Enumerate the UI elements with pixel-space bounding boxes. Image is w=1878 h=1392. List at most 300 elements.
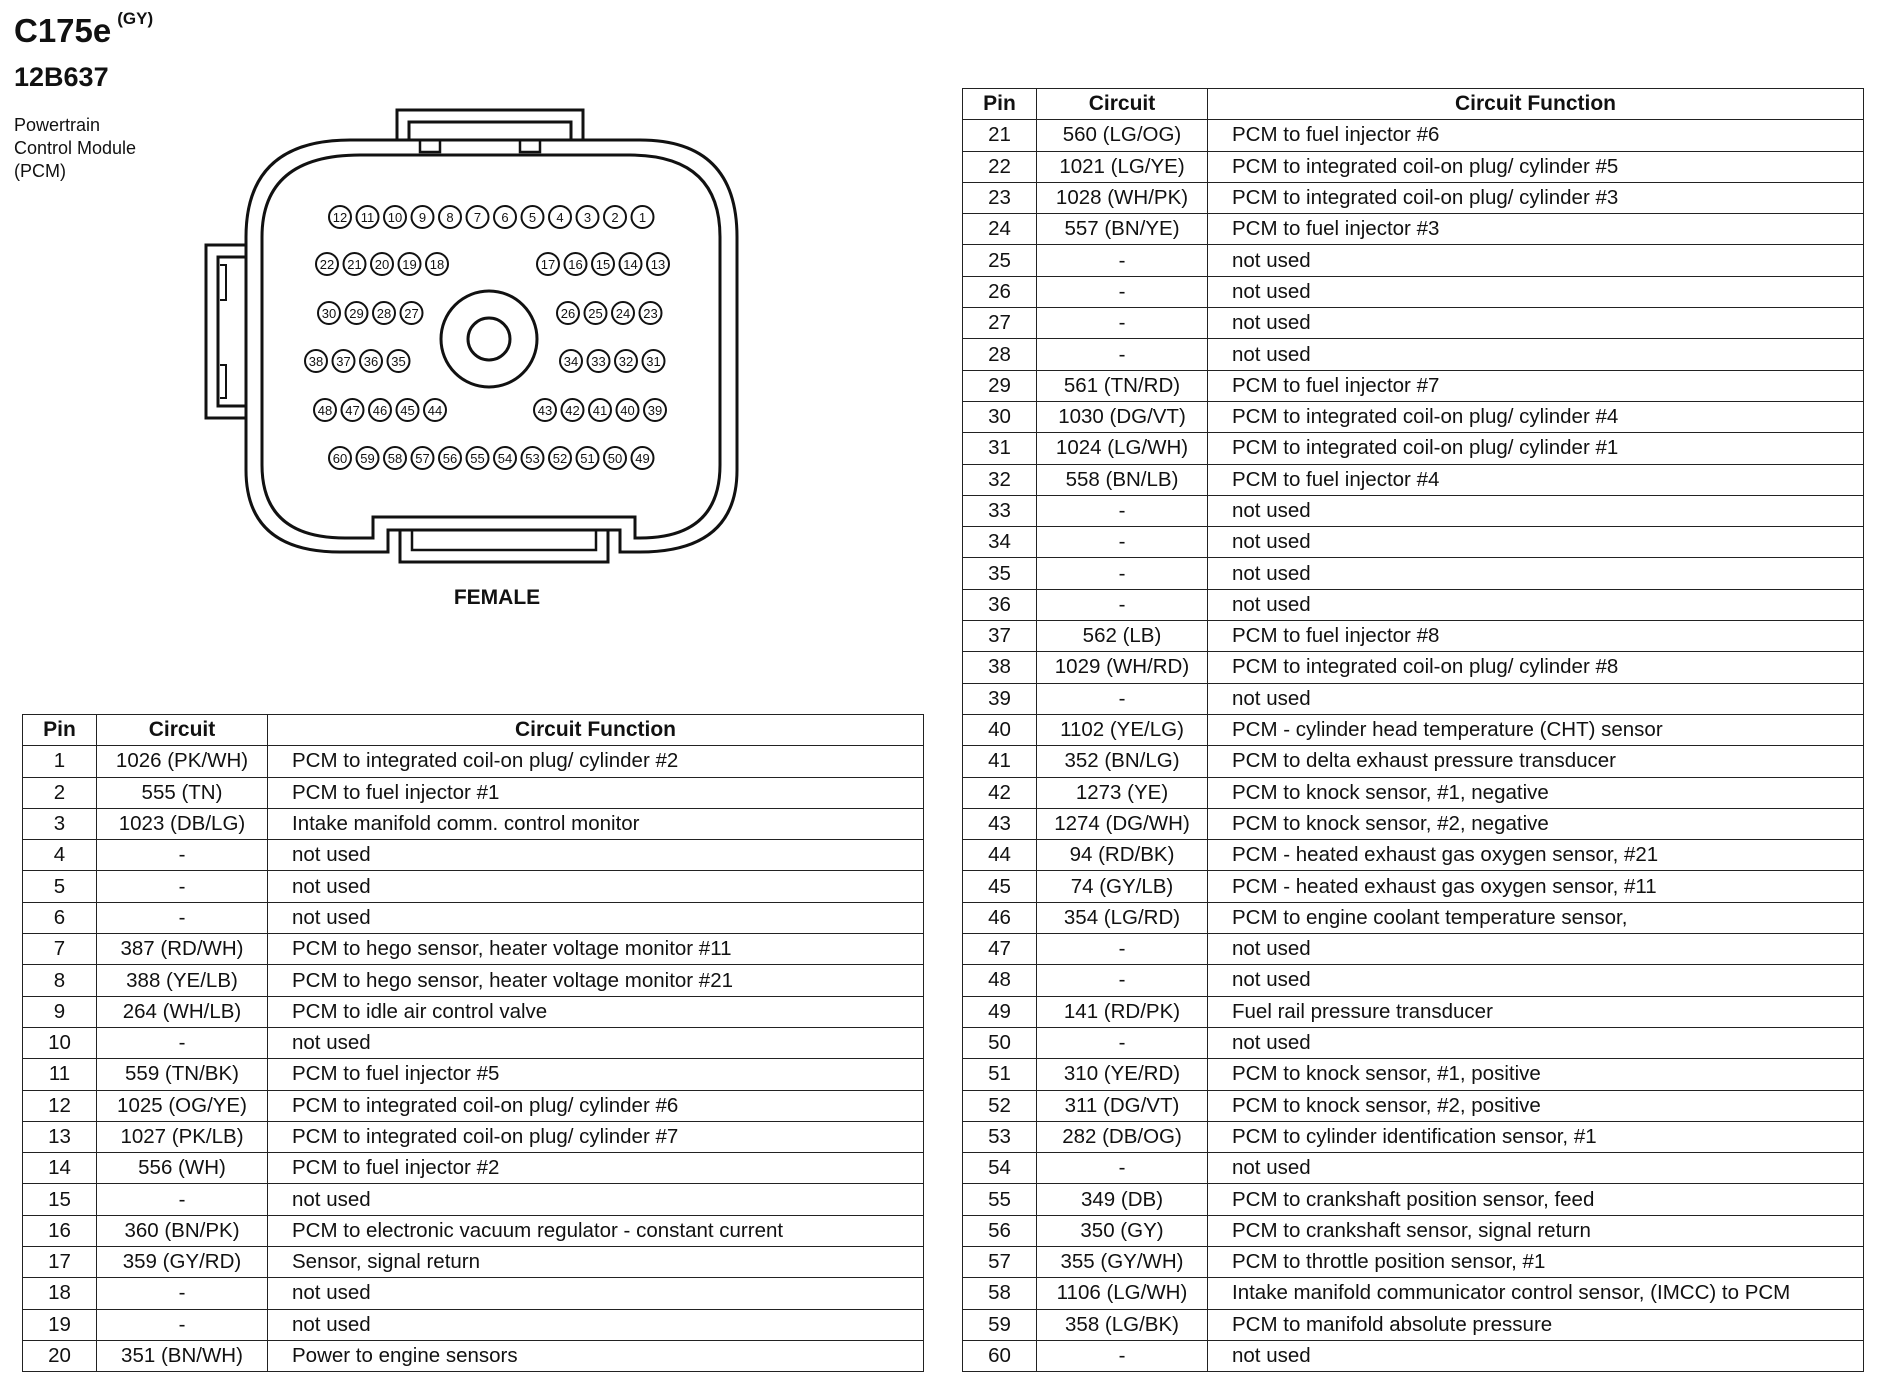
pin-cell: 5 (23, 871, 97, 902)
pin-cell: 48 (963, 965, 1037, 996)
pin-number-label: 26 (560, 306, 576, 321)
connector-top-latch (397, 110, 583, 140)
function-cell: Power to engine sensors (268, 1340, 924, 1371)
pin-cell: 9 (23, 996, 97, 1027)
circuit-cell: 311 (DG/VT) (1037, 1090, 1208, 1121)
circuit-cell: 351 (BN/WH) (97, 1340, 268, 1371)
pin-cell: 17 (23, 1247, 97, 1278)
pin-cell: 3 (23, 808, 97, 839)
table-row (963, 308, 1864, 339)
pin-cell: 4 (23, 840, 97, 871)
function-cell: PCM to engine coolant temperature sensor, (1208, 902, 1864, 933)
gender-label: FEMALE (453, 586, 541, 609)
pin-cell: 58 (963, 1278, 1037, 1309)
circuit-cell: 1028 (WH/PK) (1037, 182, 1208, 213)
pin-cell: 52 (963, 1090, 1037, 1121)
pin-cell: 12 (23, 1090, 97, 1121)
function-cell: PCM to integrated coil-on plug/ cylinder #5 (1208, 151, 1864, 182)
circuit-cell: 387 (RD/WH) (97, 934, 268, 965)
circuit-cell: - (97, 840, 268, 871)
pin-number-label: 45 (400, 403, 415, 418)
pin-cell: 1 (23, 746, 97, 777)
description-line: Powertrain (14, 115, 101, 135)
pin-number-label: 32 (618, 354, 634, 369)
pin-cell: 59 (963, 1309, 1037, 1340)
circuit-cell: - (97, 1184, 268, 1215)
circuit-cell: - (1037, 245, 1208, 276)
pin-number-label: 50 (607, 451, 623, 466)
center-key-hole (468, 318, 510, 360)
table-row (963, 1153, 1864, 1184)
table-row (23, 902, 924, 933)
pin-cell: 10 (23, 1027, 97, 1058)
pin-number-label: 2 (611, 210, 619, 225)
pin-cell: 57 (963, 1246, 1037, 1277)
function-cell: not used (268, 1309, 924, 1340)
table-row (23, 965, 924, 996)
table-row (963, 996, 1864, 1027)
circuit-column-header: Circuit (97, 715, 268, 746)
pin-cell: 32 (963, 464, 1037, 495)
table-row (963, 558, 1864, 589)
circuit-cell: 264 (WH/LB) (97, 996, 268, 1027)
pin-cell: 38 (963, 652, 1037, 683)
description-line: Control Module (14, 138, 137, 158)
pin-cell: 7 (23, 934, 97, 965)
pin-number-label: 36 (363, 354, 379, 369)
table-row (23, 840, 924, 871)
description-line: (PCM) (14, 161, 66, 181)
circuit-cell: - (97, 902, 268, 933)
pin-number-label: 52 (552, 451, 568, 466)
pin-number-label: 58 (387, 451, 403, 466)
pin-number-label: 6 (501, 210, 509, 225)
pin-number-label: 5 (528, 210, 537, 225)
table-row (963, 840, 1864, 871)
circuit-cell: 355 (GY/WH) (1037, 1246, 1208, 1277)
pin-number-label: 22 (319, 257, 335, 272)
pin-cell: 23 (963, 182, 1037, 213)
function-cell: PCM to knock sensor, #1, positive (1208, 1059, 1864, 1090)
circuit-cell: - (1037, 589, 1208, 620)
function-cell: not used (268, 1184, 924, 1215)
function-cell: PCM to knock sensor, #1, negative (1208, 777, 1864, 808)
function-cell: Intake manifold comm. control monitor (268, 808, 924, 839)
pin-cell: 34 (963, 527, 1037, 558)
function-cell: PCM to fuel injector #3 (1208, 214, 1864, 245)
pin-cell: 45 (963, 871, 1037, 902)
pin-number-label: 9 (418, 210, 427, 225)
circuit-cell: 557 (BN/YE) (1037, 214, 1208, 245)
circuit-cell: - (1037, 558, 1208, 589)
pin-number-label: 37 (336, 354, 351, 369)
table-row (963, 934, 1864, 965)
function-cell: PCM - heated exhaust gas oxygen sensor, #21 (1208, 840, 1864, 871)
function-cell: PCM to integrated coil-on plug/ cylinder #3 (1208, 182, 1864, 213)
circuit-cell: 360 (BN/PK) (97, 1215, 268, 1246)
pin-number-label: 13 (650, 257, 666, 272)
circuit-cell: 560 (LG/OG) (1037, 120, 1208, 151)
table-row (963, 965, 1864, 996)
function-cell: PCM to fuel injector #1 (268, 777, 924, 808)
table-row (963, 808, 1864, 839)
table-row (23, 1184, 924, 1215)
pin-number-label: 34 (563, 354, 579, 369)
function-cell: not used (268, 871, 924, 902)
table-row (963, 182, 1864, 213)
pin-number-label: 44 (427, 403, 443, 418)
pin-number-label: 31 (646, 354, 661, 369)
pin-number-label: 14 (623, 257, 638, 272)
pin-number-label: 17 (540, 257, 556, 272)
table-row (963, 871, 1864, 902)
circuit-cell: 1023 (DB/LG) (97, 808, 268, 839)
pin-number-label: 12 (332, 210, 348, 225)
circuit-cell: - (1037, 495, 1208, 526)
pin-number-label: 39 (647, 403, 663, 418)
pin-number-label: 33 (591, 354, 606, 369)
pin-column-header: Pin (23, 715, 97, 746)
function-cell: PCM to manifold absolute pressure (1208, 1309, 1864, 1340)
function-cell: Sensor, signal return (268, 1247, 924, 1278)
pin-cell: 20 (23, 1340, 97, 1371)
pin-cell: 42 (963, 777, 1037, 808)
pin-number-label: 54 (497, 451, 513, 466)
pin-number-label: 48 (317, 403, 333, 418)
circuit-cell: - (97, 1027, 268, 1058)
table-row (23, 1215, 924, 1246)
table-row (963, 151, 1864, 182)
pin-cell: 54 (963, 1153, 1037, 1184)
circuit-cell: - (1037, 1153, 1208, 1184)
table-row (963, 370, 1864, 401)
function-cell: not used (268, 902, 924, 933)
function-cell: not used (1208, 527, 1864, 558)
circuit-cell: 354 (LG/RD) (1037, 902, 1208, 933)
pin-number-label: 11 (360, 210, 375, 225)
function-cell: PCM - cylinder head temperature (CHT) sensor (1208, 714, 1864, 745)
function-cell: not used (1208, 683, 1864, 714)
pin-number-label: 49 (635, 451, 650, 466)
table-row (963, 1309, 1864, 1340)
pin-cell: 16 (23, 1215, 97, 1246)
function-cell: PCM to knock sensor, #2, negative (1208, 808, 1864, 839)
pin-cell: 41 (963, 746, 1037, 777)
circuit-cell: 1024 (LG/WH) (1037, 433, 1208, 464)
pin-cell: 55 (963, 1184, 1037, 1215)
pin-cell: 56 (963, 1215, 1037, 1246)
circuit-cell: 94 (RD/BK) (1037, 840, 1208, 871)
table-row (23, 871, 924, 902)
circuit-cell: 358 (LG/BK) (1037, 1309, 1208, 1340)
pin-number-label: 59 (360, 451, 375, 466)
function-cell: PCM to integrated coil-on plug/ cylinder #2 (268, 746, 924, 777)
function-cell: PCM to fuel injector #2 (268, 1153, 924, 1184)
connector-bottom-latch (400, 530, 608, 562)
circuit-cell: 349 (DB) (1037, 1184, 1208, 1215)
function-cell: not used (268, 1027, 924, 1058)
circuit-cell: 561 (TN/RD) (1037, 370, 1208, 401)
function-cell: not used (1208, 589, 1864, 620)
pin-number-label: 56 (442, 451, 458, 466)
table-row (963, 714, 1864, 745)
function-cell: PCM to integrated coil-on plug/ cylinder #6 (268, 1090, 924, 1121)
circuit-cell: 141 (RD/PK) (1037, 996, 1208, 1027)
function-cell: not used (1208, 495, 1864, 526)
table-header-row (963, 89, 1864, 120)
circuit-cell: - (1037, 308, 1208, 339)
circuit-cell: - (1037, 1027, 1208, 1058)
pin-number-label: 24 (615, 306, 631, 321)
pin-number-label: 28 (376, 306, 392, 321)
pin-number-label: 10 (387, 210, 403, 225)
pin-cell: 30 (963, 401, 1037, 432)
connector-top-latch-inner (409, 122, 571, 140)
function-cell: PCM to integrated coil-on plug/ cylinder #4 (1208, 401, 1864, 432)
circuit-cell: - (97, 1278, 268, 1309)
pin-column-header: Pin (963, 89, 1037, 120)
pin-cell: 47 (963, 934, 1037, 965)
function-cell: not used (1208, 1340, 1864, 1371)
table-row (963, 1340, 1864, 1371)
circuit-cell: - (97, 871, 268, 902)
circuit-cell: 1025 (OG/YE) (97, 1090, 268, 1121)
function-cell: PCM to fuel injector #8 (1208, 621, 1864, 652)
function-cell: PCM to crankshaft position sensor, feed (1208, 1184, 1864, 1215)
function-cell: not used (268, 1278, 924, 1309)
circuit-cell: - (97, 1309, 268, 1340)
circuit-cell: 1021 (LG/YE) (1037, 151, 1208, 182)
pin-cell: 49 (963, 996, 1037, 1027)
circuit-cell: 1029 (WH/RD) (1037, 652, 1208, 683)
circuit-cell: 282 (DB/OG) (1037, 1121, 1208, 1152)
pin-cell: 43 (963, 808, 1037, 839)
function-cell: PCM to electronic vacuum regulator - constant current (268, 1215, 924, 1246)
function-cell: not used (1208, 245, 1864, 276)
table-row (963, 1246, 1864, 1277)
pin-number-label: 29 (349, 306, 364, 321)
part-number: 12B637 (14, 62, 109, 92)
circuit-cell: - (1037, 934, 1208, 965)
pin-number-label: 53 (525, 451, 540, 466)
pin-number-label: 30 (321, 306, 337, 321)
function-column-header: Circuit Function (268, 715, 924, 746)
table-header-row (23, 715, 924, 746)
circuit-cell: 388 (YE/LB) (97, 965, 268, 996)
circuit-cell: 350 (GY) (1037, 1215, 1208, 1246)
table-row (23, 1059, 924, 1090)
table-row (23, 1309, 924, 1340)
function-cell: PCM - heated exhaust gas oxygen sensor, #11 (1208, 871, 1864, 902)
pin-cell: 39 (963, 683, 1037, 714)
pin-cell: 53 (963, 1121, 1037, 1152)
table-row (23, 1090, 924, 1121)
pin-number-label: 60 (332, 451, 348, 466)
table-row (23, 1340, 924, 1371)
table-row (963, 464, 1864, 495)
table-row (963, 902, 1864, 933)
function-cell: PCM to delta exhaust pressure transducer (1208, 746, 1864, 777)
connector-diagram (0, 0, 780, 620)
pin-number-label: 55 (470, 451, 485, 466)
function-cell: not used (1208, 558, 1864, 589)
pin-cell: 25 (963, 245, 1037, 276)
function-cell: PCM to fuel injector #6 (1208, 120, 1864, 151)
pin-number-label: 20 (374, 257, 390, 272)
function-cell: not used (1208, 339, 1864, 370)
pin-cell: 19 (23, 1309, 97, 1340)
pin-number-label: 27 (404, 306, 419, 321)
circuit-cell: 556 (WH) (97, 1153, 268, 1184)
pin-number-label: 1 (638, 210, 647, 225)
circuit-cell: - (1037, 276, 1208, 307)
pin-number-label: 7 (473, 210, 482, 225)
circuit-cell: 359 (GY/RD) (97, 1247, 268, 1278)
circuit-cell: 1273 (YE) (1037, 777, 1208, 808)
table-row (963, 683, 1864, 714)
table-row (23, 1121, 924, 1152)
pin-number-label: 47 (345, 403, 360, 418)
pin-cell: 60 (963, 1340, 1037, 1371)
pin-number-label: 41 (592, 403, 608, 418)
pin-number-label: 35 (391, 354, 406, 369)
function-cell: not used (1208, 1153, 1864, 1184)
table-row (963, 1121, 1864, 1152)
table-row (963, 1278, 1864, 1309)
connector-housing (246, 140, 737, 552)
table-row (963, 1215, 1864, 1246)
pin-number-label: 8 (446, 210, 454, 225)
table-row (963, 120, 1864, 151)
pin-cell: 40 (963, 714, 1037, 745)
pin-number-label: 19 (402, 257, 417, 272)
table-row (963, 589, 1864, 620)
circuit-cell: 74 (GY/LB) (1037, 871, 1208, 902)
function-cell: PCM to fuel injector #7 (1208, 370, 1864, 401)
pin-cell: 46 (963, 902, 1037, 933)
function-cell: PCM to hego sensor, heater voltage monitor #21 (268, 965, 924, 996)
table-row (963, 1090, 1864, 1121)
circuit-cell: - (1037, 339, 1208, 370)
table-row (23, 996, 924, 1027)
table-row (963, 245, 1864, 276)
pin-number-label: 23 (643, 306, 658, 321)
function-cell: PCM to throttle position sensor, #1 (1208, 1246, 1864, 1277)
circuit-cell: 558 (BN/LB) (1037, 464, 1208, 495)
pin-cell: 37 (963, 621, 1037, 652)
pin-number-label: 51 (580, 451, 595, 466)
table-row (963, 1027, 1864, 1058)
pin-cell: 6 (23, 902, 97, 933)
pin-number-label: 4 (556, 210, 564, 225)
circuit-cell: 352 (BN/LG) (1037, 746, 1208, 777)
pin-cell: 14 (23, 1153, 97, 1184)
table-row (23, 1278, 924, 1309)
circuit-cell: 1274 (DG/WH) (1037, 808, 1208, 839)
pin-number-label: 38 (308, 354, 324, 369)
table-row (23, 1027, 924, 1058)
table-row (963, 621, 1864, 652)
circuit-cell: 1030 (DG/VT) (1037, 401, 1208, 432)
pin-cell: 11 (23, 1059, 97, 1090)
table-row (23, 777, 924, 808)
table-row (963, 433, 1864, 464)
function-cell: not used (1208, 965, 1864, 996)
pin-cell: 29 (963, 370, 1037, 401)
circuit-cell: - (1037, 683, 1208, 714)
pin-number-label: 16 (568, 257, 583, 272)
pin-cell: 22 (963, 151, 1037, 182)
circuit-cell: 1026 (PK/WH) (97, 746, 268, 777)
pin-table-left (22, 714, 924, 1372)
table-row (963, 1184, 1864, 1215)
table-row (23, 746, 924, 777)
table-row (963, 276, 1864, 307)
function-cell: PCM to integrated coil-on plug/ cylinder #8 (1208, 652, 1864, 683)
pin-number-label: 15 (595, 257, 611, 272)
pin-cell: 33 (963, 495, 1037, 526)
pin-cell: 36 (963, 589, 1037, 620)
table-row (23, 1153, 924, 1184)
circuit-cell: - (1037, 1340, 1208, 1371)
function-column-header: Circuit Function (1208, 89, 1864, 120)
pin-cell: 27 (963, 308, 1037, 339)
function-cell: not used (1208, 1027, 1864, 1058)
pin-cell: 21 (963, 120, 1037, 151)
function-cell: PCM to knock sensor, #2, positive (1208, 1090, 1864, 1121)
connector-color-code: (GY) (117, 9, 154, 28)
function-cell: not used (268, 840, 924, 871)
function-cell: PCM to integrated coil-on plug/ cylinder #1 (1208, 433, 1864, 464)
function-cell: Fuel rail pressure transducer (1208, 996, 1864, 1027)
table-row (963, 746, 1864, 777)
pin-cell: 15 (23, 1184, 97, 1215)
table-row (963, 401, 1864, 432)
table-row (963, 777, 1864, 808)
function-cell: PCM to fuel injector #5 (268, 1059, 924, 1090)
pin-cell: 26 (963, 276, 1037, 307)
table-row (963, 1059, 1864, 1090)
circuit-cell: - (1037, 965, 1208, 996)
circuit-cell: 559 (TN/BK) (97, 1059, 268, 1090)
function-cell: PCM to fuel injector #4 (1208, 464, 1864, 495)
circuit-cell: 1027 (PK/LB) (97, 1121, 268, 1152)
circuit-cell: 1102 (YE/LG) (1037, 714, 1208, 745)
pin-number-label: 43 (537, 403, 553, 418)
connector-id: C175e (14, 12, 112, 49)
pin-cell: 13 (23, 1121, 97, 1152)
pin-cell: 51 (963, 1059, 1037, 1090)
function-cell: not used (1208, 308, 1864, 339)
function-cell: PCM to idle air control valve (268, 996, 924, 1027)
function-cell: PCM to crankshaft sensor, signal return (1208, 1215, 1864, 1246)
table-row (23, 1247, 924, 1278)
pin-cell: 2 (23, 777, 97, 808)
pin-number-label: 40 (620, 403, 635, 418)
pin-number-label: 25 (588, 306, 603, 321)
pin-number-label: 42 (565, 403, 580, 418)
circuit-cell: - (1037, 527, 1208, 558)
center-key (441, 291, 537, 387)
circuit-column-header: Circuit (1037, 89, 1208, 120)
table-row (963, 527, 1864, 558)
function-cell: Intake manifold communicator control sensor, (IMCC) to PCM (1208, 1278, 1864, 1309)
table-row (963, 214, 1864, 245)
function-cell: not used (1208, 276, 1864, 307)
pin-cell: 8 (23, 965, 97, 996)
pin-cell: 35 (963, 558, 1037, 589)
pin-cell: 24 (963, 214, 1037, 245)
